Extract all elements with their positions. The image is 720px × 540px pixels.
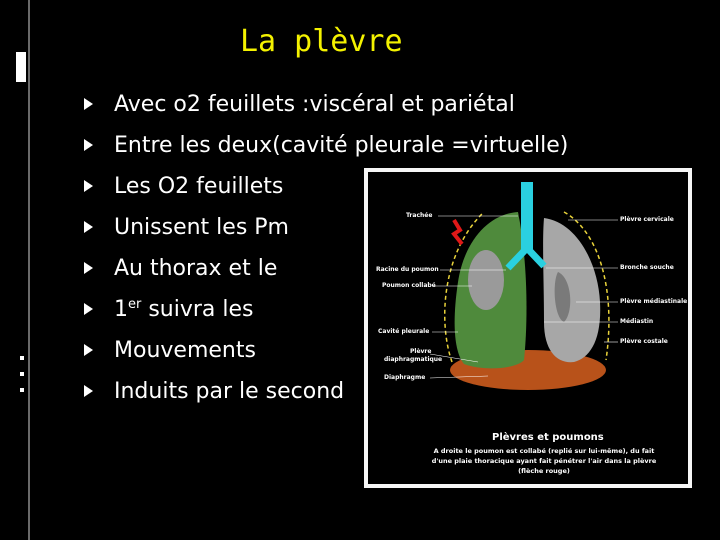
bullet-text: Au thorax et le	[114, 256, 278, 281]
deco-dot	[20, 356, 24, 360]
bullet-arrow-icon	[84, 180, 93, 192]
deco-dot	[20, 388, 24, 392]
bullet-text: Mouvements	[114, 338, 256, 363]
bullet-text	[114, 289, 254, 330]
red-arrow-icon	[454, 220, 462, 244]
collapsed-lung-shape	[468, 250, 504, 310]
deco-block	[16, 52, 26, 82]
bullet-text: Unissent les Pm	[114, 215, 289, 240]
trachea-shape	[521, 182, 533, 250]
label-pleura: Plèvre	[410, 348, 432, 355]
bullet-arrow-icon	[84, 303, 93, 315]
label-collapsed-lung: Poumon collabé	[382, 282, 436, 289]
label-mediastinum: Médiastin	[620, 318, 654, 325]
slide-title: La plèvre	[240, 24, 403, 59]
figure-caption: A droite le poumon est collabé (replié sur lui-même), du fait d'une plaie thoracique ayant fait pénétrer l'air dans la plèvre (flèche rouge)	[431, 447, 657, 475]
label-costal-pleura: Plèvre costale	[620, 338, 668, 345]
pleura-lungs-figure	[364, 168, 692, 488]
label-cervical-pleura: Plèvre cervicale	[620, 216, 674, 223]
bullet-text-main: 1	[114, 297, 128, 322]
label-trachea: Trachée	[406, 212, 433, 219]
label-diaphragmatic: diaphragmatique	[384, 356, 443, 363]
bullet-arrow-icon	[84, 262, 93, 274]
bullet-arrow-icon	[84, 139, 93, 151]
left-rule	[28, 0, 30, 540]
bullet-text: Induits par le second	[114, 379, 345, 404]
bullet-arrow-icon	[84, 98, 93, 110]
figure-title: Plèvres et poumons	[492, 432, 604, 443]
bullet-text: Entre les deux(cavité pleurale =virtuelle)	[114, 133, 569, 158]
figure-panel	[368, 172, 688, 484]
label-main-bronchus: Bronche souche	[620, 264, 674, 271]
bullet-arrow-icon	[84, 221, 93, 233]
label-lung-root: Racine du poumon	[376, 266, 439, 273]
label-pleural-cavity: Cavité pleurale	[378, 328, 430, 335]
lung-grey-shape	[543, 218, 600, 362]
superscript: er	[128, 297, 142, 312]
bullet-arrow-icon	[84, 344, 93, 356]
label-mediastinal-pleura: Plèvre médiastinale	[620, 298, 688, 305]
bullet-text: Les O2 feuillets	[114, 174, 284, 199]
bullet-arrow-icon	[84, 385, 93, 397]
bullet-text: Avec o2 feuillets :viscéral et pariétal	[114, 92, 515, 117]
bullet-text-rest: suivra les	[141, 297, 254, 322]
label-diaphragm: Diaphragme	[384, 374, 426, 381]
deco-dot	[20, 372, 24, 376]
